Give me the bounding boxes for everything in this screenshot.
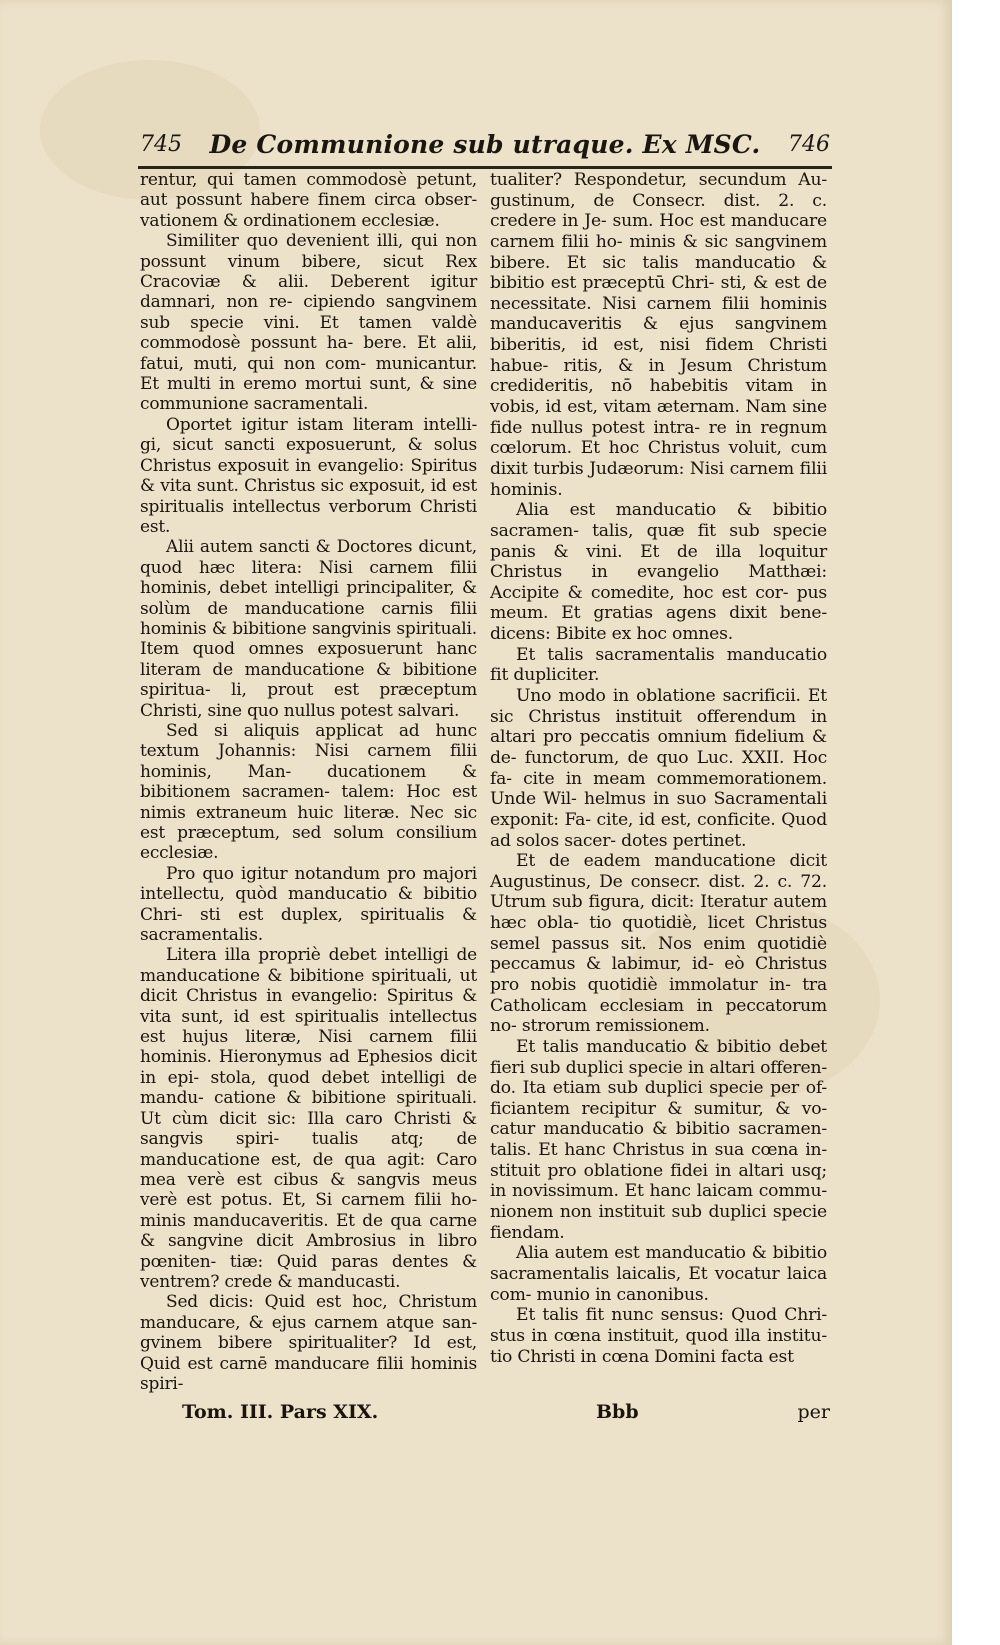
header-rule — [138, 166, 832, 169]
paragraph: Similiter quo devenient illi, qui non possunt vinum bibere, sicut Rex Cracoviæ & alii. Deberent igitur damnari, non re- cipiendo sangvinem sub specie vini. Et tamen valdè commodosè possunt ha- bere. Et alii, fatui, muti, qui non com- municantur. Et multi in eremo mortui sunt, & sine communione sacramentali. — [140, 231, 477, 415]
right-column — [490, 170, 827, 1367]
catchword: per — [797, 1401, 830, 1423]
paragraph: tualiter? Respondetur, secundum Au- gustinum, de Consecr. dist. 2. c. credere in Je- sum. Hoc est manducare carnem filii ho- minis & sic sangvinem bibere. Et sic talis manducatio & bibitio est præceptū Chri- sti, & est de necessitate. Nisi carnem filii hominis manducaveritis & ejus sangvinem biberitis, id est, nisi fidem Christi habue- ritis, & in Jesum Christum credideritis, nō habebitis vitam in vobis, id est, vitam æternam. Nam sine fide nullus potest intra- re in regnum cœlorum. Et hoc Christus voluit, cum dixit turbis Judæorum: Nisi carnem filii hominis. — [490, 170, 827, 500]
page-number-left: 745 — [140, 132, 182, 157]
paragraph: Et talis manducatio & bibitio debet fieri sub duplici specie in altari offeren- do. Ita etiam sub duplici specie per of- ficiantem recipitur & sumitur, & vo- catur manducatio & bibitio sacramen- talis. Et hanc Christus in sua cœna in- stituit pro oblatione fidei in altari usq; in novissimum. Et hanc laicam commu- nionem non instituit sub duplici specie fiendam. — [490, 1036, 827, 1243]
paragraph: Alia autem est manducatio & bibitio sacramentalis laicalis, Et vocatur laica com- munio in canonibus. — [490, 1243, 827, 1305]
paragraph: Sed si aliquis applicat ad hunc textum Johannis: Nisi carnem filii hominis, Man- ducationem & bibitionem sacramen- talem: Hoc est nimis extraneum huic literæ. Nec sic est præceptum, sed solum consilium ecclesiæ. — [140, 720, 477, 864]
running-header — [140, 124, 830, 164]
paragraph: Alia est manducatio & bibitio sacramen- talis, quæ fit sub specie panis & vini. Et de illa loquitur Christus in evangelio Matthæi: Accipite & comedite, hoc est cor- pus meum. Et gratias agens dixit bene- dicens: Bibite ex hoc omnes. — [490, 500, 827, 645]
paragraph: Et de eadem manducatione dicit Augustinus, De consecr. dist. 2. c. 72. Utrum sub figura, dicit: Iteratur autem hæc obla- tio quotidiè, licet Christus semel passus sit. Nos enim quotidiè peccamus & labimur, id- eò Christus pro nobis quotidiè immolatur in- tra Catholicam ecclesiam in peccatorum no- strorum remissionem. — [490, 851, 827, 1037]
running-title: De Communione sub utraque. Ex MSC. — [209, 130, 761, 159]
paragraph: Uno modo in oblatione sacrificii. Et sic Christus instituit offerendum in altari pro peccatis omnium fidelium & de- functorum, de quo Luc. XXII. Hoc fa- cite in meam commemorationem. Unde Wil- helmus in suo Sacramentali exponit: Fa- cite, id est, conficite. Quod ad solos sacer- dotes pertinet. — [490, 686, 827, 851]
paragraph: Et talis sacramentalis manducatio fit dupliciter. — [490, 644, 827, 686]
page-footer — [140, 1401, 830, 1427]
left-column — [140, 170, 477, 1394]
paragraph: Pro quo igitur notandum pro majori intellectu, quòd manducatio & bibitio Chri- sti est duplex, spiritualis & sacramentalis. — [140, 863, 477, 946]
volume-note: Tom. III. Pars XIX. — [182, 1401, 379, 1423]
paragraph: Et talis fit nunc sensus: Quod Chri- stus in cœna instituit, quod illa institu- tio Christi in cœna Domini facta est — [490, 1305, 827, 1367]
paragraph: rentur, qui tamen commodosè petunt, aut possunt habere finem circa obser- vationem & ordinationem ecclesiæ. — [140, 170, 477, 231]
signature-mark: Bbb — [596, 1401, 639, 1423]
paragraph: Sed dicis: Quid est hoc, Christum manducare, & ejus carnem atque san- gvinem bibere spiritualiter? Id est, Quid est carnē manducare filii hominis spiri- — [140, 1292, 477, 1394]
paragraph: Alii autem sancti & Doctores dicunt, quod hæc litera: Nisi carnem filii hominis, debet intelligi principaliter, & solùm de manducatione carnis filii hominis & bibitione sangvinis spirituali. Item quod omnes exposuerunt hanc literam de manducatione & bibitione spiritua- li, prout est præceptum Christi, sine quo nullus potest salvari. — [140, 537, 477, 721]
paragraph: Oportet igitur istam literam intelli- gi, sicut sancti exposuerunt, & solus Christus exposuit in evangelio: Spiritus & vita sunt. Christus sic exposuit, id est spiritualis intellectus verborum Christi est. — [140, 414, 477, 537]
paragraph: Litera illa propriè debet intelligi de manducatione & bibitione spirituali, ut dicit Christus in evangelio: Spiritus & vita sunt, id est spiritualis intellectus est hujus literæ, Nisi carnem filii hominis. Hieronymus ad Ephesios dicit in epi- stola, quod debet intelligi de mandu- catione & bibitione spirituali. Ut cùm dicit sic: Illa caro Christi & sangvis spiri- tualis atq; de manducatione est, de qua agit: Caro mea verè est cibus & sangvis meus verè est potus. Et, Si carnem filii ho- minis manducaveritis. Et de qua carne & sangvine dicit Ambrosius in libro pœniten- tiæ: Quid paras dentes & ventrem? crede & manducasti. — [140, 945, 477, 1292]
page-number-right: 746 — [788, 132, 830, 157]
